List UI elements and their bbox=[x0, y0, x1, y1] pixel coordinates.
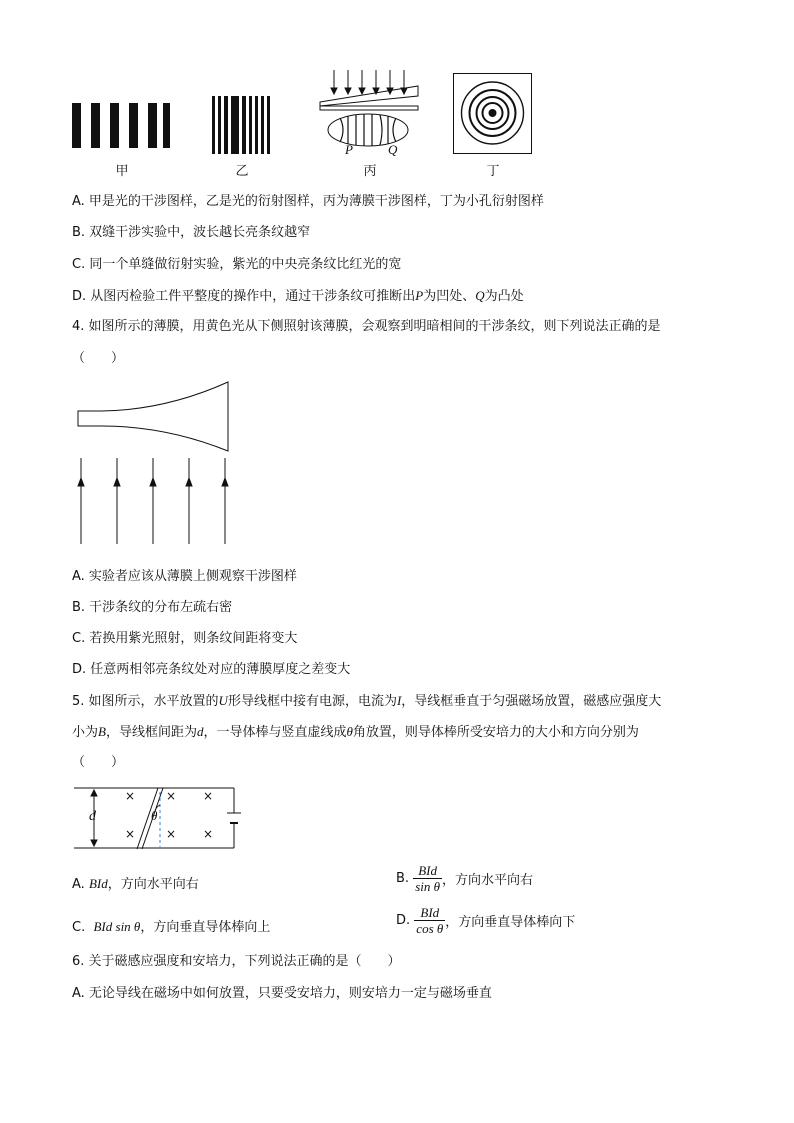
q5-option-d-denominator: cos θ bbox=[416, 921, 444, 936]
figure-bing-p-label: P bbox=[345, 142, 353, 157]
q5-option-c bbox=[72, 916, 270, 935]
figure-yi-label: 乙 bbox=[235, 164, 249, 179]
q5-option-d bbox=[396, 905, 575, 936]
q5-var-i: I bbox=[396, 693, 402, 708]
q5-option-c-label: C. bbox=[72, 920, 86, 935]
q5-option-d-fraction bbox=[414, 905, 445, 936]
q5-stem-text: 5. 如图所示，水平放置的 bbox=[72, 694, 219, 709]
q5-field-cross: × bbox=[203, 789, 214, 803]
q5-stem-text: ，导线框间距为 bbox=[105, 725, 197, 740]
q4-option-b: B. 干涉条纹的分布左疏右密 bbox=[72, 600, 233, 615]
q5-option-d-text: ，方向垂直导体棒向下 bbox=[445, 915, 576, 930]
q5-stem-text: ，导线框垂直于匀强磁场放置，磁感应强度大 bbox=[401, 694, 662, 709]
q3-option-d-p: P bbox=[415, 288, 424, 303]
q5-circuit-diagram bbox=[74, 787, 246, 851]
q5-var-b: B bbox=[98, 724, 106, 739]
figure-jia-label: 甲 bbox=[115, 164, 129, 179]
q4-option-d: D. 任意两相邻亮条纹处对应的薄膜厚度之差变大 bbox=[72, 662, 351, 677]
q5-paren: （ ） bbox=[72, 755, 125, 770]
q3-option-b: B. 双缝干涉实验中，波长越长亮条纹越窄 bbox=[72, 225, 311, 240]
q5-option-a bbox=[72, 873, 199, 892]
q5-var-u: U bbox=[218, 693, 228, 708]
q5-option-a-label: A. bbox=[72, 877, 89, 892]
q5-option-b-label: B. bbox=[396, 871, 410, 886]
q3-option-d bbox=[72, 287, 524, 306]
q5-option-d-numerator: BId bbox=[414, 905, 445, 921]
q5-option-a-text: ，方向水平向右 bbox=[107, 877, 199, 892]
q5-option-b-denominator: sin θ bbox=[415, 879, 441, 894]
q5-field-cross: × bbox=[203, 827, 214, 841]
q5-stem-text: 形导线框中接有电源，电流为 bbox=[227, 694, 397, 709]
figure-ding-label: 丁 bbox=[486, 164, 500, 179]
q5-stem-text: ，一导体棒与竖直虚线成 bbox=[203, 725, 347, 740]
figure-ding-pattern bbox=[453, 73, 533, 155]
q5-option-b bbox=[396, 863, 533, 894]
q4-option-c: C. 若换用紫光照射，则条纹间距将变大 bbox=[72, 631, 298, 646]
figure-yi-pattern bbox=[212, 96, 272, 154]
q3-option-a: A. 甲是光的干涉图样，乙是光的衍射图样，丙为薄膜干涉图样，丁为小孔衍射图样 bbox=[72, 194, 544, 209]
figure-jia-pattern bbox=[72, 103, 172, 148]
q5-option-b-fraction bbox=[413, 863, 442, 894]
q5-stem-line-1 bbox=[72, 692, 661, 711]
q4-film-diagram bbox=[76, 382, 236, 546]
q5-option-b-text: ，方向水平向右 bbox=[442, 873, 534, 888]
q6-stem: 6. 关于磁感应强度和安培力，下列说法正确的是（ ） bbox=[72, 954, 401, 969]
q5-stem-line-2 bbox=[72, 723, 639, 742]
q5-field-cross: × bbox=[125, 789, 136, 803]
q3-option-d-text-3: 为凸处 bbox=[484, 289, 524, 304]
q3-option-d-q: Q bbox=[475, 288, 485, 303]
q5-field-cross: × bbox=[166, 789, 177, 803]
q5-stem-text: 角放置，则导体棒所受安培力的大小和方向分别为 bbox=[352, 725, 639, 740]
q5-option-b-numerator: BId bbox=[413, 863, 442, 879]
q6-option-a: A. 无论导线在磁场中如何放置，只要受安培力，则安培力一定与磁场垂直 bbox=[72, 986, 492, 1001]
q3-option-c: C. 同一个单缝做衍射实验，紫光的中央亮条纹比红光的宽 bbox=[72, 257, 402, 272]
q5-field-cross: × bbox=[166, 827, 177, 841]
q3-option-d-text-1: D. 从图丙检验工件平整度的操作中，通过干涉条纹可推断出 bbox=[72, 289, 416, 304]
q5-option-a-expr: BId bbox=[88, 876, 108, 891]
q4-option-a: A. 实验者应该从薄膜上侧观察干涉图样 bbox=[72, 569, 297, 584]
q3-option-d-text-2: 为凹处、 bbox=[423, 289, 476, 304]
q4-stem: 4. 如图所示的薄膜，用黄色光从下侧照射该薄膜，会观察到明暗相间的干涉条纹，则下列说法正确的是 bbox=[72, 319, 661, 334]
q5-figure-theta-label: θ bbox=[151, 808, 158, 823]
q5-option-c-text: ，方向垂直导体棒向上 bbox=[140, 920, 271, 935]
q5-option-d-label: D. bbox=[396, 913, 411, 928]
q5-figure-d-label: d bbox=[89, 809, 96, 824]
q5-var-theta: θ bbox=[346, 724, 353, 739]
q5-var-d: d bbox=[196, 724, 204, 739]
figure-bing-diagram bbox=[318, 68, 418, 160]
q5-field-cross: × bbox=[125, 827, 136, 841]
figure-bing-label: 丙 bbox=[363, 164, 377, 179]
q5-stem-text: 小为 bbox=[72, 725, 99, 740]
q5-option-c-expr: BId sin θ bbox=[93, 919, 141, 934]
q4-paren: （ ） bbox=[72, 351, 125, 366]
figure-bing-q-label: Q bbox=[388, 142, 398, 157]
